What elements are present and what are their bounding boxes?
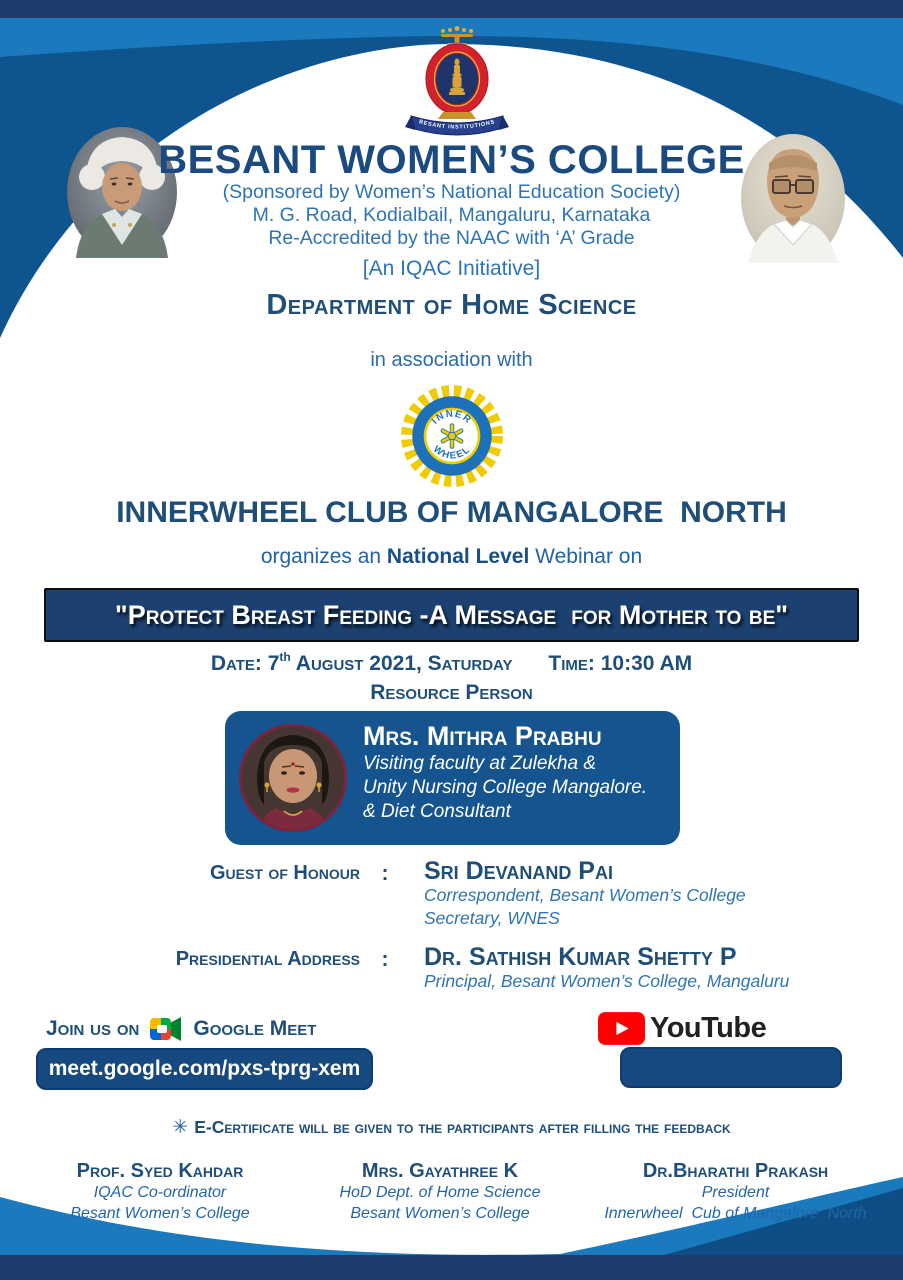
guest-name: Sri Devanand Pai [424, 857, 613, 885]
google-meet-link-text: meet.google.com/pxs-tprg-xem [48, 1057, 361, 1080]
footer-name-2: Mrs. Gayathree K [361, 1160, 519, 1182]
time-label: Time: [548, 652, 595, 675]
innerwheel-text-bottom: WHEEL [431, 443, 473, 462]
organizes-suffix: Webinar on [529, 545, 643, 568]
college-accreditation-line: Re-Accredited by the NAAC with ‘A’ Grade [268, 226, 635, 249]
presidential-colon: : [381, 948, 389, 971]
footer-org-2: Besant Women’s College [350, 1204, 530, 1222]
footer-org-3: Innerwheel Cub of Mangalore North [604, 1204, 867, 1222]
presidential-details [424, 944, 789, 993]
footer-name-3: Dr.Bharathi Prakash [642, 1160, 829, 1182]
google-meet-label: Google Meet [193, 1017, 317, 1040]
speaker-name: Mrs. Mithra Prabhu [363, 721, 602, 751]
resource-person-card [225, 711, 680, 845]
college-address-line: M. G. Road, Kodialbail, Mangaluru, Karnataka [252, 203, 651, 226]
college-sponsor-line: (Sponsored by Women’s National Education Society) [222, 181, 681, 203]
footer-person-1 [20, 1160, 300, 1225]
guest-desc-1: Correspondent, Besant Women’s College [424, 885, 746, 906]
resource-person-heading: Resource Person [370, 681, 533, 704]
youtube-logo [598, 1012, 766, 1045]
besant-ribbon-text: BESANT INSTITUTIONS [418, 119, 496, 131]
department-heading: Department of Home Science [266, 289, 637, 321]
speaker-desc-3: & Diet Consultant [363, 800, 511, 822]
presidential-name: Dr. Sathish Kumar Shetty P [424, 943, 737, 971]
club-name-heading: INNERWHEEL CLUB OF MANGALORE NORTH [116, 496, 787, 529]
date-label: Date: [210, 652, 262, 675]
time-value: 10:30 AM [600, 652, 693, 675]
starburst-icon: ✳ [172, 1117, 189, 1138]
presidential-address-label: Presidential Address [175, 948, 360, 970]
speaker-desc-1: Visiting faculty at Zulekha & [363, 753, 597, 775]
organizes-line [0, 545, 903, 569]
footer-role-2: HoD Dept. of Home Science [339, 1184, 541, 1201]
innerwheel-text-top: INNER [429, 408, 474, 427]
guest-colon: : [381, 862, 389, 885]
presidential-desc-1: Principal, Besant Women’s College, Mangaluru [424, 971, 790, 992]
college-title: BESANT WOMEN’S COLLEGE [158, 138, 745, 182]
innerwheel-club-logo [396, 383, 508, 489]
guest-of-honour-label: Guest of Honour [209, 862, 360, 884]
google-meet-icon [149, 1014, 183, 1044]
besant-institutions-logo [397, 24, 517, 142]
join-us-row [46, 1014, 316, 1044]
footer-org-1: Besant Women’s College [70, 1204, 250, 1222]
guest-of-honour-details [424, 858, 746, 930]
youtube-link-pill[interactable] [620, 1047, 842, 1088]
footer-role-3: President [701, 1184, 770, 1201]
organizes-prefix: organizes an [260, 545, 387, 568]
speaker-desc-2: Unity Nursing College Mangalore. [363, 776, 648, 798]
iqac-initiative-line: [An IQAC Initiative] [362, 257, 541, 280]
ecertificate-note [0, 1116, 903, 1139]
date-ordinal-suffix: th [279, 650, 291, 664]
webinar-title-banner: "Protect Breast Feeding -A Message for Mother to be" [44, 588, 859, 642]
date-rest: August 2021, Saturday [290, 652, 513, 675]
guest-desc-2: Secretary, WNES [424, 908, 560, 928]
date-day: 7 [267, 652, 280, 675]
footer-person-2 [300, 1160, 580, 1225]
date-time-line [0, 651, 903, 676]
youtube-play-icon [598, 1012, 645, 1045]
youtube-wordmark: YouTube [650, 1012, 767, 1044]
organizes-bold: National Level [386, 545, 530, 568]
footer-name-1: Prof. Syed Kahdar [76, 1160, 244, 1182]
association-line: in association with [370, 349, 533, 371]
college-subtitles [0, 181, 903, 249]
speaker-photo [238, 723, 348, 833]
footer-person-3 [578, 1160, 893, 1225]
join-us-label: Join us on [46, 1017, 140, 1040]
footer-role-1: IQAC Co-ordinator [93, 1184, 227, 1201]
ecertificate-note-text: E-Certificate will be given to the participants after filling the feedback [194, 1117, 731, 1137]
speaker-details [363, 721, 647, 824]
google-meet-link-pill[interactable] [36, 1048, 373, 1090]
